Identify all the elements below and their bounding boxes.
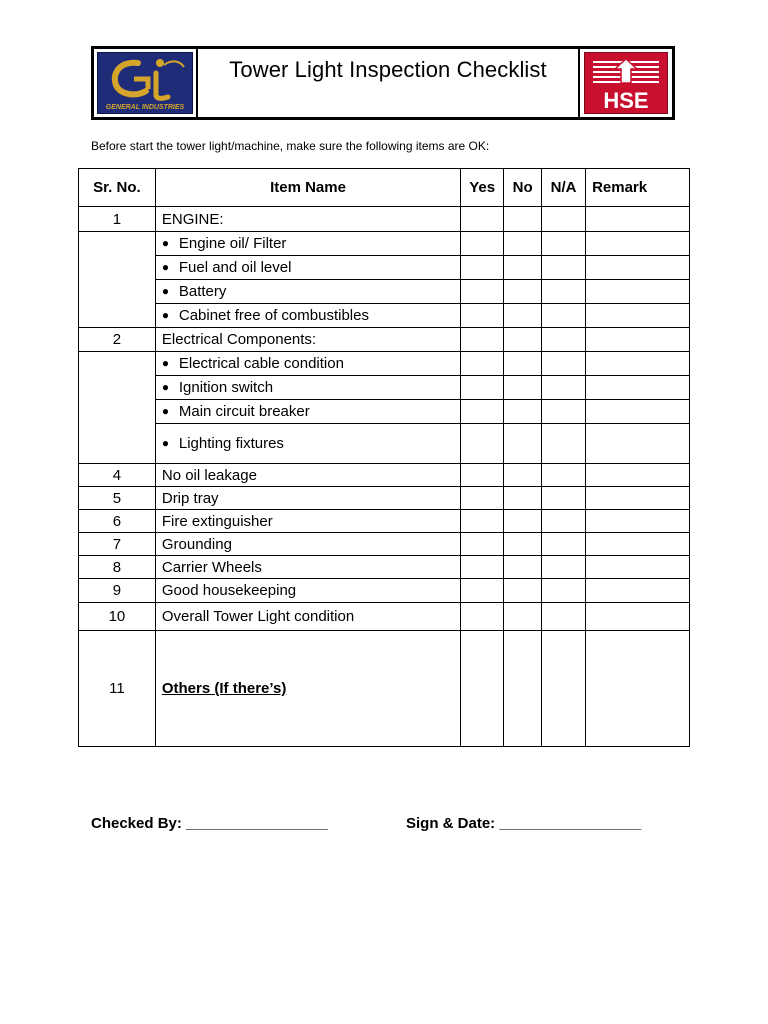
company-logo bbox=[97, 52, 193, 114]
remark-cell[interactable] bbox=[586, 328, 690, 352]
bullet-icon: ● bbox=[161, 404, 170, 418]
remark-cell[interactable] bbox=[586, 304, 690, 328]
yes-cell[interactable] bbox=[461, 328, 504, 352]
na-cell[interactable] bbox=[542, 207, 586, 232]
yes-cell[interactable] bbox=[461, 533, 504, 556]
remark-cell[interactable] bbox=[586, 510, 690, 533]
remark-cell[interactable] bbox=[586, 256, 690, 280]
yes-cell[interactable] bbox=[461, 424, 504, 464]
hse-logo-box bbox=[580, 49, 672, 117]
document-header bbox=[91, 46, 675, 120]
col-header-no: No bbox=[504, 169, 542, 207]
table-row bbox=[79, 328, 690, 352]
bullet-icon: ● bbox=[161, 356, 170, 370]
table-row bbox=[79, 556, 690, 579]
table-row bbox=[79, 400, 690, 424]
item-label: Ignition switch bbox=[178, 379, 274, 396]
yes-cell[interactable] bbox=[461, 304, 504, 328]
yes-cell[interactable] bbox=[461, 400, 504, 424]
hse-logo-text: HSE bbox=[603, 88, 649, 113]
col-header-remark: Remark bbox=[586, 169, 690, 207]
yes-cell[interactable] bbox=[461, 464, 504, 487]
row-item-name: Fire extinguisher bbox=[155, 510, 460, 533]
row-item-name bbox=[155, 232, 460, 256]
row-item-name: Good housekeeping bbox=[155, 579, 460, 603]
bullet-icon: ● bbox=[161, 284, 170, 298]
bullet-icon: ● bbox=[161, 380, 170, 394]
col-header-sr-no: Sr. No. bbox=[79, 169, 156, 207]
remark-cell[interactable] bbox=[586, 400, 690, 424]
na-cell[interactable] bbox=[542, 510, 586, 533]
row-item-name: Carrier Wheels bbox=[155, 556, 460, 579]
no-cell[interactable] bbox=[504, 631, 542, 747]
remark-cell[interactable] bbox=[586, 352, 690, 376]
table-row bbox=[79, 207, 690, 232]
na-cell[interactable] bbox=[542, 256, 586, 280]
na-cell[interactable] bbox=[542, 533, 586, 556]
row-item-name: Overall Tower Light condition bbox=[155, 603, 460, 631]
yes-cell[interactable] bbox=[461, 352, 504, 376]
col-header-na: N/A bbox=[542, 169, 586, 207]
table-row bbox=[79, 631, 690, 747]
no-cell[interactable] bbox=[504, 280, 542, 304]
table-row bbox=[79, 487, 690, 510]
bullet-icon: ● bbox=[161, 260, 170, 274]
table-row bbox=[79, 424, 690, 464]
na-cell[interactable] bbox=[542, 603, 586, 631]
row-item-name: Drip tray bbox=[155, 487, 460, 510]
row-sr-no: 9 bbox=[79, 579, 156, 603]
table-row bbox=[79, 352, 690, 376]
no-cell[interactable] bbox=[504, 304, 542, 328]
remark-cell[interactable] bbox=[586, 464, 690, 487]
table-row bbox=[79, 232, 690, 256]
row-item-name: Electrical Components: bbox=[155, 328, 460, 352]
table-header-row bbox=[79, 169, 690, 207]
remark-cell[interactable] bbox=[586, 533, 690, 556]
table-row bbox=[79, 603, 690, 631]
item-label: Battery bbox=[178, 283, 227, 300]
row-item-name bbox=[155, 424, 460, 464]
na-cell[interactable] bbox=[542, 400, 586, 424]
table-row bbox=[79, 280, 690, 304]
intro-text: Before start the tower light/machine, make sure the following items are OK: bbox=[91, 139, 490, 153]
no-cell[interactable] bbox=[504, 464, 542, 487]
checked-by-field[interactable]: Checked By: _________________ bbox=[91, 815, 328, 832]
na-cell[interactable] bbox=[542, 579, 586, 603]
bullet-icon: ● bbox=[161, 236, 170, 250]
yes-cell[interactable] bbox=[461, 256, 504, 280]
na-cell[interactable] bbox=[542, 487, 586, 510]
yes-cell[interactable] bbox=[461, 376, 504, 400]
row-sr-no: 5 bbox=[79, 487, 156, 510]
col-header-item-name: Item Name bbox=[155, 169, 460, 207]
row-item-name: ENGINE: bbox=[155, 207, 460, 232]
page-title: Tower Light Inspection Checklist bbox=[229, 57, 547, 82]
na-cell[interactable] bbox=[542, 424, 586, 464]
remark-cell[interactable] bbox=[586, 232, 690, 256]
sign-date-field[interactable]: Sign & Date: _________________ bbox=[406, 815, 642, 832]
no-cell[interactable] bbox=[504, 424, 542, 464]
row-item-name: No oil leakage bbox=[155, 464, 460, 487]
no-cell[interactable] bbox=[504, 328, 542, 352]
item-label: Engine oil/ Filter bbox=[178, 235, 287, 252]
no-cell[interactable] bbox=[504, 510, 542, 533]
remark-cell[interactable] bbox=[586, 603, 690, 631]
remark-cell[interactable] bbox=[586, 280, 690, 304]
row-item-name bbox=[155, 376, 460, 400]
yes-cell[interactable] bbox=[461, 579, 504, 603]
yes-cell[interactable] bbox=[461, 280, 504, 304]
inspection-table bbox=[78, 168, 690, 747]
row-sr-no: 8 bbox=[79, 556, 156, 579]
item-label: Electrical cable condition bbox=[178, 355, 344, 372]
no-cell[interactable] bbox=[504, 376, 542, 400]
col-header-yes: Yes bbox=[461, 169, 504, 207]
na-cell[interactable] bbox=[542, 280, 586, 304]
item-label: Lighting fixtures bbox=[178, 435, 284, 452]
remark-cell[interactable] bbox=[586, 631, 690, 747]
table-row bbox=[79, 304, 690, 328]
row-item-name bbox=[155, 256, 460, 280]
na-cell[interactable] bbox=[542, 556, 586, 579]
row-item-name bbox=[155, 631, 460, 747]
remark-cell[interactable] bbox=[586, 376, 690, 400]
row-item-name bbox=[155, 400, 460, 424]
row-sr-no: 1 bbox=[79, 207, 156, 232]
no-cell[interactable] bbox=[504, 256, 542, 280]
table-row bbox=[79, 464, 690, 487]
table-row bbox=[79, 579, 690, 603]
row-sr-no: 11 bbox=[79, 631, 156, 747]
table-row bbox=[79, 376, 690, 400]
na-cell[interactable] bbox=[542, 352, 586, 376]
row-sr-no: 6 bbox=[79, 510, 156, 533]
bullet-icon: ● bbox=[161, 308, 170, 322]
row-sr-no: 2 bbox=[79, 328, 156, 352]
table-row bbox=[79, 256, 690, 280]
remark-cell[interactable] bbox=[586, 579, 690, 603]
row-sr-no-group bbox=[79, 352, 156, 464]
no-cell[interactable] bbox=[504, 556, 542, 579]
row-sr-no: 4 bbox=[79, 464, 156, 487]
na-cell[interactable] bbox=[542, 328, 586, 352]
no-cell[interactable] bbox=[504, 579, 542, 603]
no-cell[interactable] bbox=[504, 603, 542, 631]
item-label: Fuel and oil level bbox=[178, 259, 292, 276]
no-cell[interactable] bbox=[504, 533, 542, 556]
page-title-box bbox=[198, 49, 580, 117]
yes-cell[interactable] bbox=[461, 631, 504, 747]
row-item-name: Grounding bbox=[155, 533, 460, 556]
remark-cell[interactable] bbox=[586, 207, 690, 232]
no-cell[interactable] bbox=[504, 352, 542, 376]
remark-cell[interactable] bbox=[586, 556, 690, 579]
bullet-icon: ● bbox=[161, 436, 170, 450]
others-label: Others (If there’s) bbox=[161, 680, 287, 697]
na-cell[interactable] bbox=[542, 232, 586, 256]
row-sr-no: 10 bbox=[79, 603, 156, 631]
remark-cell[interactable] bbox=[586, 487, 690, 510]
na-cell[interactable] bbox=[542, 304, 586, 328]
row-item-name bbox=[155, 304, 460, 328]
company-logo-box bbox=[94, 49, 198, 117]
hse-logo bbox=[584, 52, 668, 114]
item-label: Cabinet free of combustibles bbox=[178, 307, 369, 324]
item-label: Main circuit breaker bbox=[178, 403, 310, 420]
yes-cell[interactable] bbox=[461, 207, 504, 232]
row-sr-no-group bbox=[79, 232, 156, 328]
row-item-name bbox=[155, 352, 460, 376]
na-cell[interactable] bbox=[542, 376, 586, 400]
no-cell[interactable] bbox=[504, 232, 542, 256]
row-sr-no: 7 bbox=[79, 533, 156, 556]
yes-cell[interactable] bbox=[461, 487, 504, 510]
company-logo-text: GENERAL INDUSTRIES bbox=[105, 104, 185, 111]
no-cell[interactable] bbox=[504, 207, 542, 232]
yes-cell[interactable] bbox=[461, 603, 504, 631]
row-item-name bbox=[155, 280, 460, 304]
na-cell[interactable] bbox=[542, 464, 586, 487]
no-cell[interactable] bbox=[504, 400, 542, 424]
no-cell[interactable] bbox=[504, 487, 542, 510]
yes-cell[interactable] bbox=[461, 556, 504, 579]
na-cell[interactable] bbox=[542, 631, 586, 747]
remark-cell[interactable] bbox=[586, 424, 690, 464]
yes-cell[interactable] bbox=[461, 510, 504, 533]
yes-cell[interactable] bbox=[461, 232, 504, 256]
table-row bbox=[79, 533, 690, 556]
table-row bbox=[79, 510, 690, 533]
